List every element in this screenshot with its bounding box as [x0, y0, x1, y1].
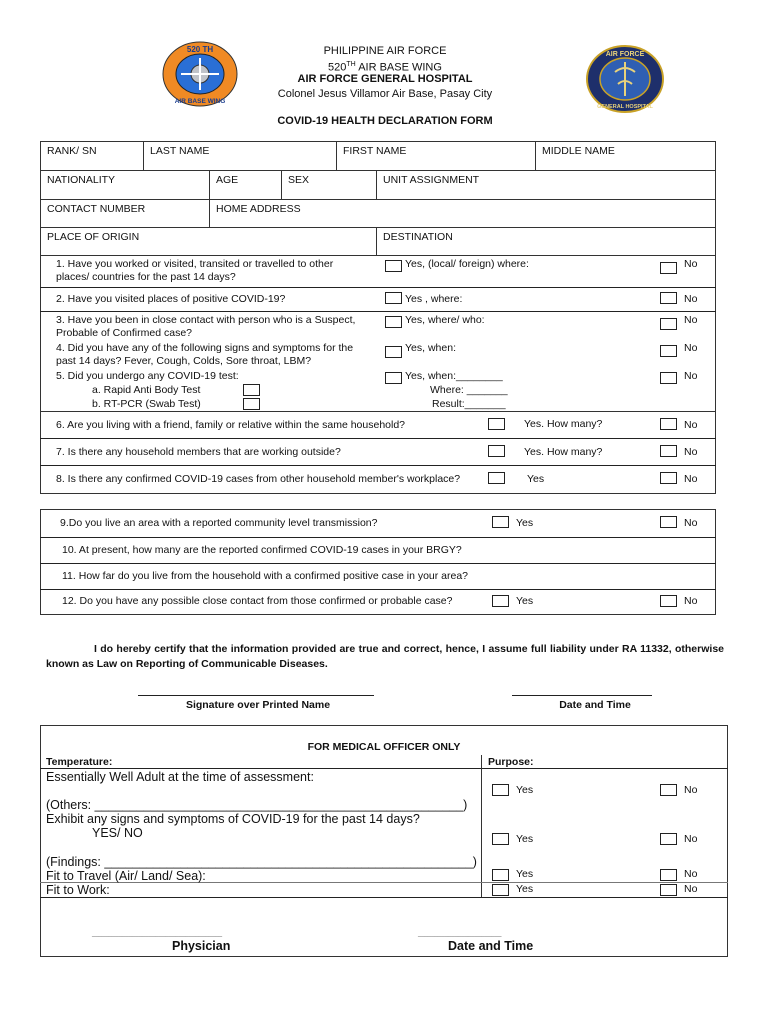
q6-no-label: No: [684, 419, 698, 431]
logo-right-top-text: AIR FORCE: [605, 51, 645, 58]
well-adult-yes-checkbox[interactable]: [492, 784, 509, 796]
question-11: 11. How far do you live from the household with a confirmed positive case in your area?: [62, 570, 469, 582]
signature-label: Signature over Printed Name: [185, 699, 331, 711]
q4-no-label: No: [684, 342, 698, 354]
well-adult-no-checkbox[interactable]: [660, 784, 677, 796]
home-address-field[interactable]: HOME ADDRESS: [209, 199, 716, 228]
date-time-label: Date and Time: [559, 699, 631, 711]
fit-to-work-label: Fit to Work:: [46, 883, 110, 897]
q7-yes-checkbox[interactable]: [488, 445, 505, 457]
question-6: 6. Are you living with a friend, family or relative within the same household?: [56, 419, 406, 431]
q1-no-label: No: [684, 258, 698, 270]
question-3: 3. Have you been in close contact with person who is a Suspect, Probable of Confirmed case?: [56, 314, 356, 339]
question-2: 2. Have you visited places of positive COVID-19?: [56, 293, 286, 305]
question-7: 7. Is there any household members that are working outside?: [56, 446, 341, 458]
q1-yes-checkbox[interactable]: [385, 260, 402, 272]
question-10: 10. At present, how many are the reported confirmed COVID-19 cases in your BRGY?: [62, 544, 462, 556]
q6-yes-checkbox[interactable]: [488, 418, 505, 430]
physician-label: Physician: [172, 939, 231, 953]
q7-yes-label: Yes. How many?: [524, 446, 603, 458]
destination-field[interactable]: DESTINATION: [376, 227, 716, 256]
fit-travel-yes-checkbox[interactable]: [492, 869, 509, 881]
purpose-label[interactable]: Purpose:: [488, 756, 534, 768]
q12-no-checkbox[interactable]: [660, 595, 677, 607]
fit-work-yes-checkbox[interactable]: [492, 884, 509, 896]
others-field[interactable]: (Others: _____________________________________________________): [46, 798, 468, 812]
q5-no-label: No: [684, 370, 698, 382]
q9-no-label: No: [684, 517, 698, 529]
question-12: 12. Do you have any possible close contact from those confirmed or probable case?: [62, 595, 453, 607]
form-title: COVID-19 HEALTH DECLARATION FORM: [277, 115, 493, 127]
contact-number-field[interactable]: CONTACT NUMBER: [40, 199, 210, 228]
logo-left-top-text: 520 TH: [186, 45, 214, 54]
physician-date-line[interactable]: _________________________: [418, 931, 502, 937]
question-4: 4. Did you have any of the following signs and symptoms for the past 14 days? Fever, Cough, Colds, Sore throat, LBM?: [56, 342, 354, 367]
q1-no-checkbox[interactable]: [660, 262, 677, 274]
question-9: 9.Do you live an area with a reported community level transmission?: [60, 517, 378, 529]
symptoms-no-checkbox[interactable]: [660, 833, 677, 845]
q6-no-checkbox[interactable]: [660, 418, 677, 430]
q5-yes-checkbox[interactable]: [385, 372, 402, 384]
physician-date-label: Date and Time: [448, 939, 534, 953]
q8-no-label: No: [684, 473, 698, 485]
middle-name-field[interactable]: MIDDLE NAME: [535, 141, 716, 171]
signature-line[interactable]: [138, 695, 374, 696]
q5-result-label: Result:_______: [432, 398, 506, 410]
q2-no-checkbox[interactable]: [660, 292, 677, 304]
q9-yes-label: Yes: [516, 517, 534, 529]
symptoms-no-label: No: [684, 833, 698, 845]
well-adult-yes-label: Yes: [516, 784, 534, 796]
q3-no-checkbox[interactable]: [660, 318, 677, 330]
medical-section-title: FOR MEDICAL OFFICER ONLY: [307, 741, 461, 753]
fit-travel-no-label: No: [684, 868, 698, 880]
q2-yes-checkbox[interactable]: [385, 292, 402, 304]
header-line-2: 520TH AIR BASE WING: [328, 61, 442, 74]
q5a-checkbox[interactable]: [243, 384, 260, 396]
fit-to-travel-label: Fit to Travel (Air/ Land/ Sea):: [46, 869, 206, 883]
q3-no-label: No: [684, 314, 698, 326]
first-name-field[interactable]: FIRST NAME: [336, 141, 536, 171]
rank-field[interactable]: RANK/ SN: [40, 141, 144, 171]
logo-left-bottom-text: AIR BASE WING: [174, 98, 226, 105]
q5-no-checkbox[interactable]: [660, 372, 677, 384]
q2-yes-label: Yes , where:: [405, 293, 463, 305]
well-adult-label: Essentially Well Adult at the time of assessment:: [46, 770, 314, 784]
date-line[interactable]: [512, 695, 652, 696]
medical-officer-box: [40, 725, 728, 957]
question-5a: a. Rapid Anti Body Test: [92, 384, 201, 396]
sex-field[interactable]: SEX: [281, 170, 377, 200]
fit-work-no-checkbox[interactable]: [660, 884, 677, 896]
age-field[interactable]: AGE: [209, 170, 282, 200]
logo-right-bottom-text: GENERAL HOSPITAL: [597, 104, 653, 110]
symptoms-yes-label: Yes: [516, 833, 534, 845]
q8-no-checkbox[interactable]: [660, 472, 677, 484]
q4-yes-label: Yes, when:: [405, 342, 456, 354]
q2-no-label: No: [684, 293, 698, 305]
symptoms-yes-checkbox[interactable]: [492, 833, 509, 845]
q6-yes-label: Yes. How many?: [524, 418, 603, 430]
exhibit-symptoms-label: Exhibit any signs and symptoms of COVID-19 for the past 14 days?: [46, 812, 420, 826]
temperature-label[interactable]: Temperature:: [46, 756, 113, 768]
q9-no-checkbox[interactable]: [660, 516, 677, 528]
question-5: 5. Did you undergo any COVID-19 test:: [56, 370, 239, 382]
well-adult-no-label: No: [684, 784, 698, 796]
q5-where-label: Where: _______: [430, 384, 508, 396]
q5b-checkbox[interactable]: [243, 398, 260, 410]
q8-yes-label: Yes: [527, 473, 545, 485]
question-8: 8. Is there any confirmed COVID-19 cases from other household member's workplace?: [56, 473, 461, 485]
fit-travel-yes-label: Yes: [516, 868, 534, 880]
fit-travel-no-checkbox[interactable]: [660, 869, 677, 881]
hospital-address: Colonel Jesus Villamor Air Base, Pasay City: [277, 88, 493, 100]
physician-signature-line[interactable]: _______________________________________: [92, 931, 223, 937]
q3-yes-label: Yes, where/ who:: [405, 314, 485, 326]
fit-work-no-label: No: [684, 883, 698, 895]
q4-yes-checkbox[interactable]: [385, 346, 402, 358]
unit-assignment-field[interactable]: UNIT ASSIGNMENT: [376, 170, 716, 200]
certification-text: I do hereby certify that the information provided are true and correct, hence, I assume full liability under RA 11332, otherwise known as Law on Reporting of Communicable Diseases.: [46, 643, 724, 670]
q12-yes-label: Yes: [516, 595, 534, 607]
q1-yes-label: Yes, (local/ foreign) where:: [405, 258, 529, 270]
q12-yes-checkbox[interactable]: [492, 595, 509, 607]
q8-yes-checkbox[interactable]: [488, 472, 505, 484]
q4-no-checkbox[interactable]: [660, 345, 677, 357]
question-5b: b. RT-PCR (Swab Test): [92, 398, 201, 410]
question-1: 1. Have you worked or visited, transited or travelled to other places/ countries for the past 14 days?: [56, 258, 334, 283]
hospital-name: AIR FORCE GENERAL HOSPITAL: [297, 73, 473, 85]
yes-no-label: YES/ NO: [92, 826, 143, 840]
q3-yes-checkbox[interactable]: [385, 316, 402, 328]
last-name-field[interactable]: LAST NAME: [143, 141, 337, 171]
q9-yes-checkbox[interactable]: [492, 516, 509, 528]
q7-no-checkbox[interactable]: [660, 445, 677, 457]
q7-no-label: No: [684, 446, 698, 458]
nationality-field[interactable]: NATIONALITY: [40, 170, 210, 200]
header-line-1: PHILIPPINE AIR FORCE: [323, 45, 447, 57]
place-of-origin-field[interactable]: PLACE OF ORIGIN: [40, 227, 377, 256]
q5-yes-label: Yes, when:________: [405, 370, 503, 382]
q12-no-label: No: [684, 595, 698, 607]
findings-field[interactable]: (Findings: _____________________________________________________): [46, 855, 477, 869]
fit-work-yes-label: Yes: [516, 883, 534, 895]
